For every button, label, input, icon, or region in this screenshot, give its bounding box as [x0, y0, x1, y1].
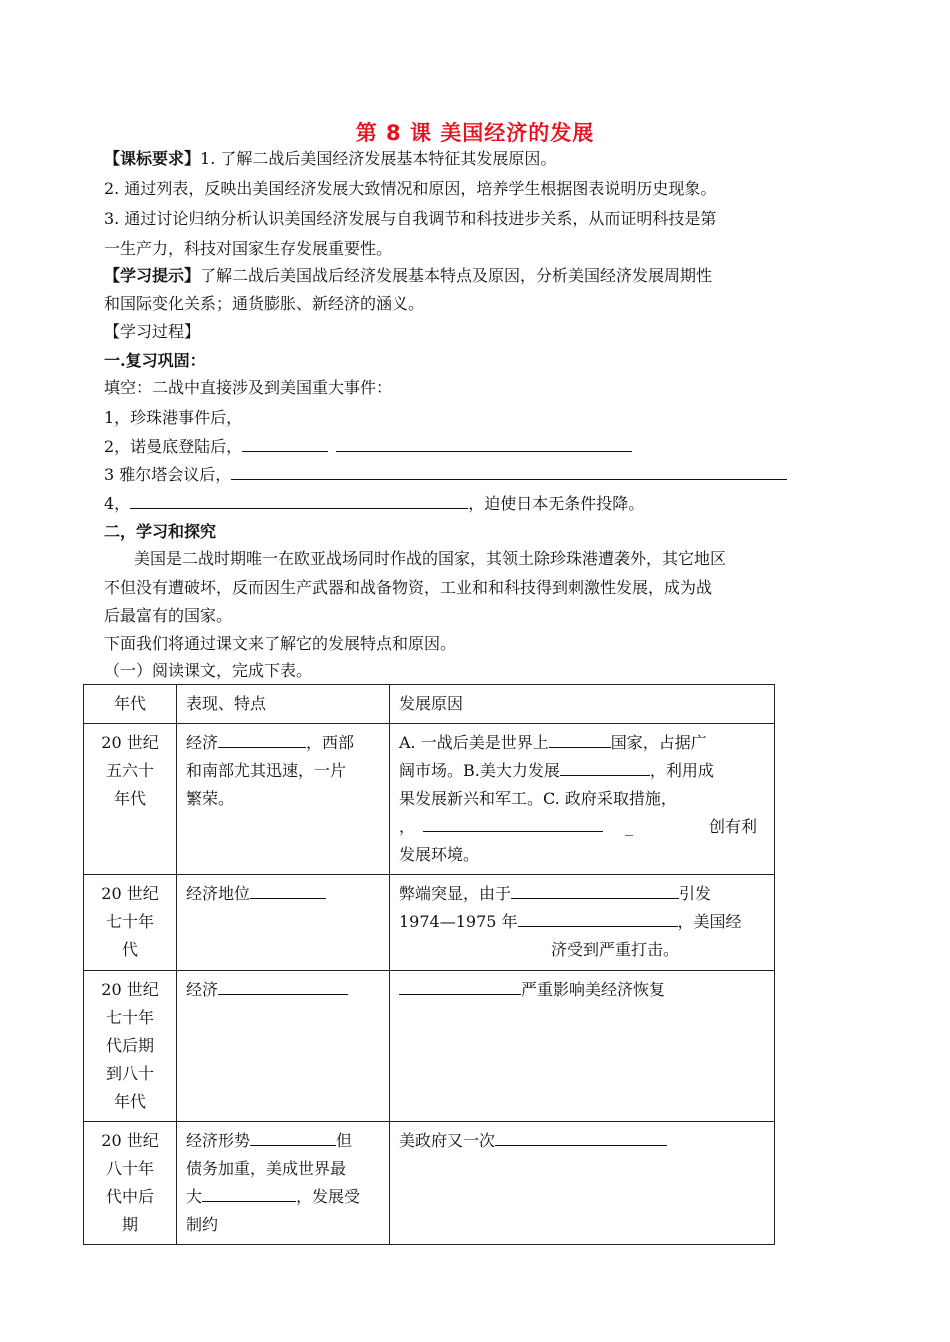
header-causes: 发展原因 — [390, 685, 775, 724]
answer-blank[interactable] — [218, 979, 348, 995]
table-row — [84, 971, 775, 1122]
section2-heading: 二，学习和探究 — [104, 522, 217, 541]
section2-para-3: 后最富有的国家。 — [104, 606, 233, 625]
table-row — [84, 875, 775, 971]
economy-table — [83, 684, 775, 1245]
answer-blank[interactable] — [549, 732, 611, 748]
question-3: 3 雅尔塔会议后， — [104, 464, 849, 485]
causes-cell: 美政府又一次 — [390, 1122, 775, 1245]
answer-blank[interactable] — [250, 883, 326, 899]
answer-blank[interactable] — [336, 436, 632, 452]
answer-blank[interactable] — [511, 883, 679, 899]
header-features: 表现、特点 — [177, 685, 390, 724]
features-cell: 经济形势 但 债务加重，美成世界最 大 ，发展受 制约 — [177, 1122, 390, 1245]
answer-blank[interactable] — [560, 760, 650, 776]
requirements-tag: 【课标要求】 — [104, 149, 201, 168]
answer-blank[interactable] — [250, 1130, 336, 1146]
tips-line-1: 【学习提示】了解二战后美国战后经济发展基本特点及原因，分析美国经济发展周期性 — [104, 266, 713, 285]
answer-blank[interactable] — [399, 979, 521, 995]
section1-heading: 一.复习巩固： — [104, 351, 206, 370]
section1-intro: 填空：二战中直接涉及到美国重大事件： — [104, 378, 393, 397]
answer-blank[interactable] — [202, 1186, 296, 1202]
answer-blank[interactable] — [242, 436, 328, 452]
answer-blank[interactable] — [495, 1130, 667, 1146]
causes-cell: 弊端突显，由于 引发 1974—1975 年 ，美国经 济受到严重打击。 — [390, 875, 775, 971]
requirements-line-2: 2. 通过列表，反映出美国经济发展大致情况和原因，培养学生根据图表说明历史现象。 — [104, 179, 717, 198]
requirements-line-4: 一生产力，科技对国家生存发展重要性。 — [104, 239, 393, 258]
requirements-line-1: 【课标要求】1. 了解二战后美国经济发展基本特征其发展原因。 — [104, 149, 557, 168]
era-cell: 20 世纪 八十年 代中后 期 — [84, 1122, 177, 1245]
table-row — [84, 724, 775, 875]
answer-blank[interactable] — [423, 816, 603, 832]
causes-cell: A. 一战后美是世界上 国家，占据广 阔市场。B.美大力发展 ，利用成 果发展新兴和军工。C. 政府采取措施， ， _ 创有利 发展环境。 — [390, 724, 775, 875]
table-instruction: （一）阅读课文，完成下表。 — [104, 661, 313, 680]
era-cell: 20 世纪 七十年 代 — [84, 875, 177, 971]
features-cell: 经济 — [177, 971, 390, 1122]
era-cell: 20 世纪 五六十 年代 — [84, 724, 177, 875]
answer-blank[interactable] — [231, 464, 787, 480]
era-cell: 20 世纪 七十年 代后期 到八十 年代 — [84, 971, 177, 1122]
answer-blank[interactable] — [130, 493, 468, 509]
section2-para-1: 美国是二战时期唯一在欧亚战场同时作战的国家，其领土除珍珠港遭袭外，其它地区 — [134, 549, 727, 568]
section2-para-4: 下面我们将通过课文来了解它的发展特点和原因。 — [104, 634, 457, 653]
tips-tag: 【学习提示】 — [104, 266, 201, 285]
table-row — [84, 1122, 775, 1245]
features-cell: 经济地位 — [177, 875, 390, 971]
section2-para-2: 不但没有遭破坏，反而因生产武器和战备物资，工业和和科技得到刺激性发展，成为战 — [104, 578, 713, 597]
page-title: 第 8 课 美国经济的发展 — [355, 121, 595, 145]
requirements-line-3: 3. 通过讨论归纳分析认识美国经济发展与自我调节和科技进步关系，从而证明科技是第 — [104, 209, 717, 228]
question-4: 4， ，迫使日本无条件投降。 — [104, 494, 645, 513]
causes-cell: 严重影响美经济恢复 — [390, 971, 775, 1122]
answer-blank[interactable] — [218, 732, 306, 748]
features-cell: 经济 ，西部 和南部尤其迅速，一片 繁荣。 — [177, 724, 390, 875]
process-heading: 【学习过程】 — [104, 322, 201, 341]
question-2: 2，诺曼底登陆后， — [104, 436, 849, 457]
answer-blank[interactable] — [518, 911, 678, 927]
header-era: 年代 — [84, 685, 177, 724]
tips-line-2: 和国际变化关系；通货膨胀、新经济的涵义。 — [104, 294, 425, 313]
table-header-row — [84, 685, 775, 724]
question-1: 1，珍珠港事件后， — [104, 408, 243, 427]
